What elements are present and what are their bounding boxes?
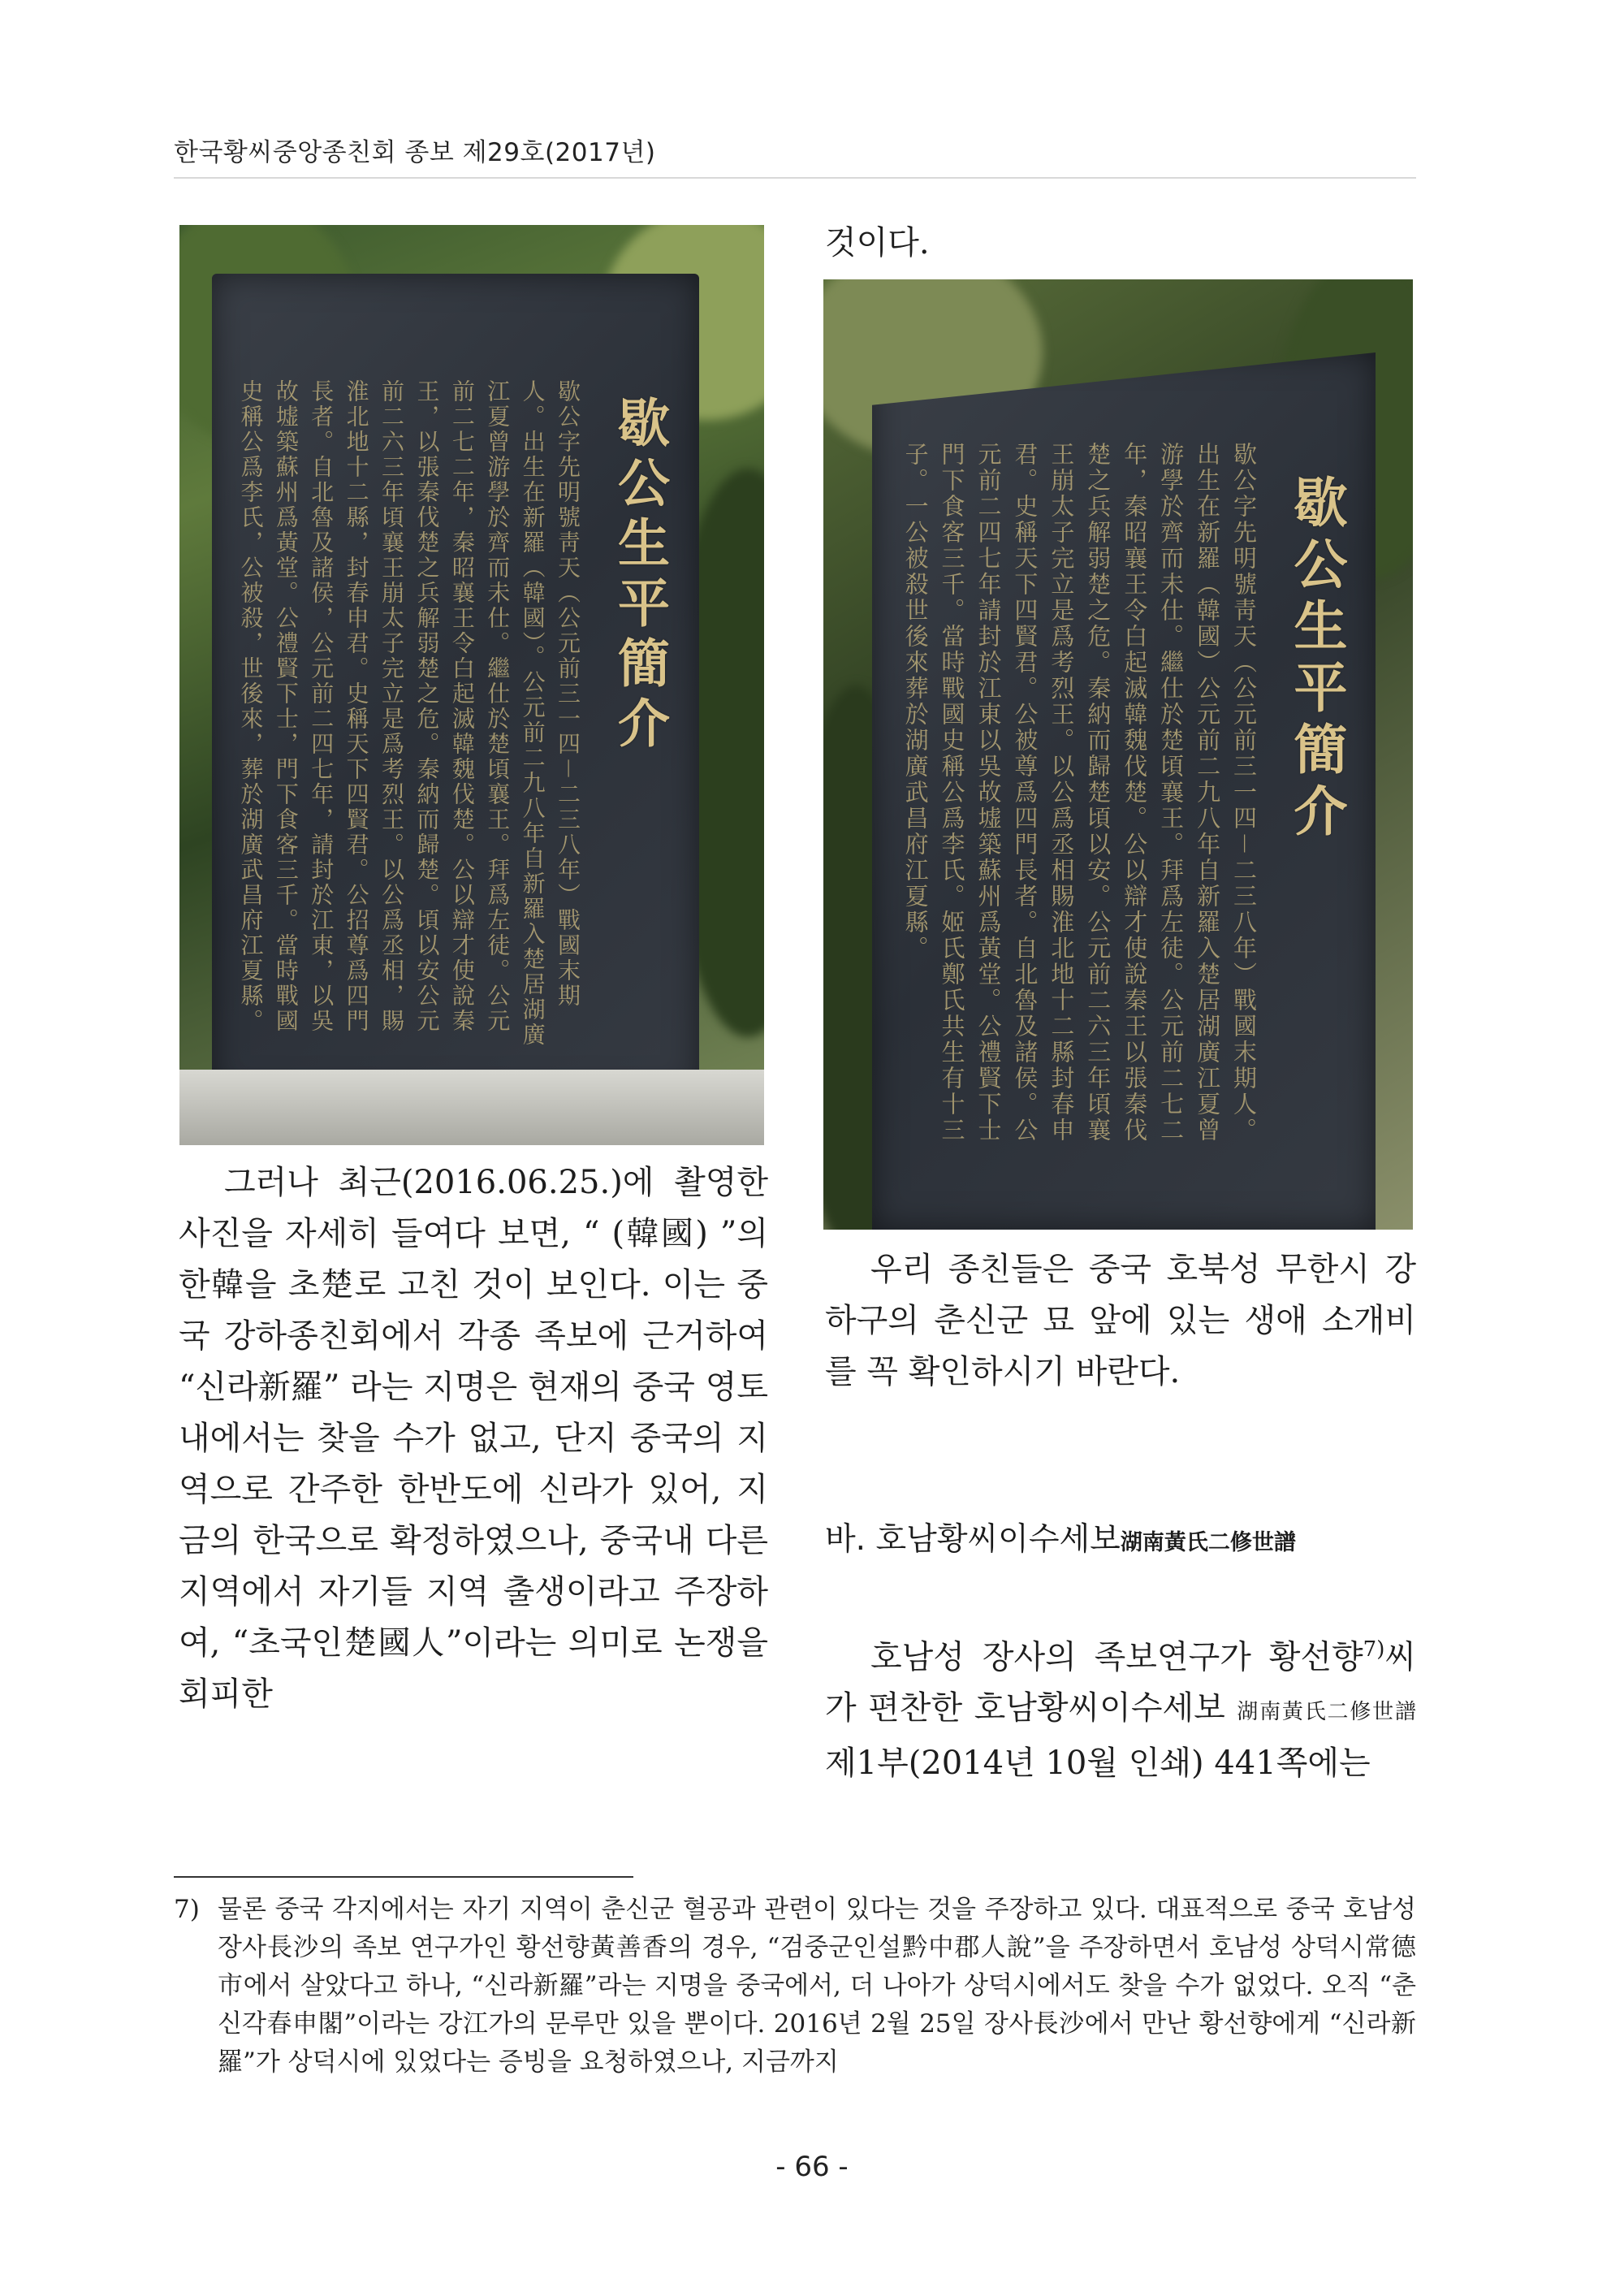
page-number: - 66 - — [775, 2151, 849, 2183]
photo-memorial-stone-right — [823, 279, 1413, 1230]
header-divider — [174, 177, 1416, 179]
paragraph-text: 제1부(2014년 10월 인쇄) 441쪽에는 — [825, 1745, 1371, 1783]
body-paragraph: 그러나 최근(2016.06.25.)에 촬영한 사진을 자세히 들여다 보면, “ (韓國) ”의 한韓을 초楚로 고친 것이 보인다. 이는 중국 강하종친회에서 각종 족보에 근거하여 “신라新羅” 라는 지명은 현재의 중국 영토 내에서는 찾을 수가 없고, 단지 중국의 지역으로 간주한 한반도에 신라가 있어, 지금의 한국으로 확정하였으나, 중국내 다른 지역에서 자기들 지역 출생이라고 주장하여, “초국인楚國人”이라는 의미로 논쟁을 회피한 — [179, 1164, 768, 1713]
right-column-body-2 — [825, 1624, 1416, 1789]
body-paragraph — [825, 1624, 1416, 1789]
stone-inscription-text: 歇公字先明號靑天（公元前三一四－二三八年）戰國末期人。出生在新羅（韓國）公元前二九八年自新羅入楚居湖廣江夏曾游學於齊而未仕。繼仕於楚頃襄王。拜爲左徒。公元前二七二年，秦昭襄王令白起滅韓魏伐楚。公以辯才使說秦王以張秦伐楚之兵解弱楚之危。秦納而歸楚頃以安。公元前二六三年頃襄王崩太子完立是爲考烈王。以公爲丞相賜淮北地十二縣封春申君。史稱天下四賢君。公被尊爲四門長者。自北魯及諸侯。公元前二四七年請封於江東以吳故墟築蘇州爲黃堂。公禮賢下士門下食客三千。當時戰國史稱公爲李氏。姬氏鄭氏共生有十三子。一公被殺世後來葬於湖廣武昌府江夏縣。 — [901, 442, 1258, 1144]
footnote-reference: 7) — [1363, 1637, 1385, 1662]
stone-inscription-title: 歇公生平簡介 — [1285, 474, 1348, 845]
running-header: 한국황씨중앙종친회 종보 제29호(2017년) — [174, 138, 656, 167]
right-column-body — [825, 1244, 1416, 1398]
photo-memorial-stone-left — [179, 225, 764, 1145]
section-heading — [825, 1516, 1416, 1567]
footnote-text: 물론 중국 각지에서는 자기 지역이 춘신군 혈공과 관련이 있다는 것을 주장하고 있다. 대표적으로 중국 호남성 장사長沙의 족보 연구가인 황선향黃善香의 경우, “검중군인설黔中郡人說”을 주장하면서 호남성 상덕시常德市에서 살았다고 하나, “신라新羅”라는 지명을 중국에서, 더 나아가 상덕시에서도 찾을 수가 없었다. 오직 “춘신각春申閣”이라는 강江가의 문루만 있을 뿐이다. 2016년 2월 25일 장사長沙에서 만난 황선향에게 “신라新羅”가 상덕시에 있었다는 증빙을 요청하였으나, 지금까지 — [218, 1895, 1416, 2077]
paragraph-text: 씨가 편찬한 호남황씨이수세보 — [825, 1638, 1416, 1727]
footnote-number: 7) — [174, 1895, 200, 1924]
right-column-continuation: 것이다. — [825, 224, 930, 262]
stone-inscription-text: 歇公字先明號靑天（公元前三一四－二三八年）戰國末期人。出生在新羅（韓國）。公元前二九八年自新羅入楚居湖廣江夏曾游學於齊而未仕。繼仕於楚頃襄王。拜爲左徒。公元前二七二年，秦昭襄王令白起滅韓魏伐楚。公以辯才使說秦王，以張秦伐楚之兵解弱楚之危。秦納而歸楚。頃以安公元前二六三年頃襄王崩太子完立是爲考烈王。以公爲丞相，賜淮北地十二縣，封春申君。史稱天下四賢君。公招尊爲四門長者。自北魯及諸侯，公元前二四七年，請封於江東，以吳故墟築蘇州爲黃堂。公禮賢下士，門下食客三千。當時戰國史稱公爲李氏，公被殺，世後來，葬於湖廣武昌府江夏縣。 — [237, 379, 581, 1048]
stone-base — [179, 1070, 764, 1145]
paragraph-text: 호남성 장사의 족보연구가 황선향 — [870, 1638, 1363, 1676]
section-heading-ko: 바. 호남황씨이수세보 — [825, 1521, 1121, 1558]
hanja-title: 湖南黃氏二修世譜 — [1237, 1700, 1416, 1725]
section-heading-han: 湖南黃氏二修世譜 — [1120, 1530, 1296, 1555]
footnote-divider — [174, 1876, 633, 1878]
left-column-body — [179, 1157, 768, 1720]
stone-inscription-title: 歇公生平簡介 — [609, 396, 670, 756]
body-paragraph: 우리 종친들은 중국 호북성 무한시 강하구의 춘신군 묘 앞에 있는 생애 소개비를 꼭 확인하시기 바란다. — [825, 1251, 1416, 1390]
footnote — [174, 1891, 1416, 2082]
